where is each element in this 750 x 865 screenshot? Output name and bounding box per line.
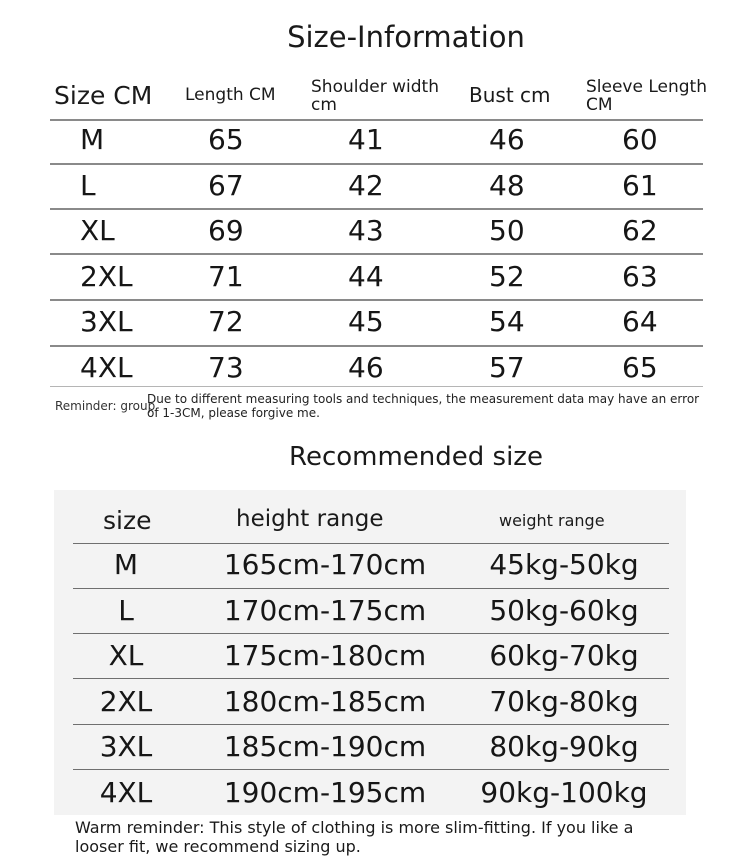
measurement-cell: 64	[622, 305, 658, 339]
rec-header-weight: weight range	[499, 511, 605, 530]
weight-range-cell: 45kg-50kg	[489, 548, 639, 581]
size-cell: L	[80, 168, 96, 202]
measurement-cell: 73	[208, 351, 244, 384]
size-cell: 2XL	[80, 259, 133, 293]
height-range-cell: 180cm-185cm	[223, 684, 427, 718]
height-range-cell: 175cm-180cm	[223, 639, 427, 672]
warm-reminder: Warm reminder: This style of clothing is more slim-fitting. If you like a looser fit, we recommend sizing up.	[75, 818, 634, 856]
reminder-label: Reminder: group	[55, 399, 156, 413]
measurement-cell: 60	[622, 123, 658, 156]
table-divider	[73, 543, 669, 544]
header-bust: Bust cm	[469, 83, 551, 107]
size-cell: 3XL	[80, 305, 133, 339]
rec-size-cell: 2XL	[99, 684, 153, 718]
table-divider	[50, 119, 703, 121]
measurement-cell: 54	[489, 305, 525, 339]
measurement-cell: 46	[489, 123, 525, 156]
size-cell: 4XL	[80, 351, 133, 384]
measurement-cell: 41	[348, 123, 384, 156]
weight-range-cell: 80kg-90kg	[489, 730, 639, 763]
table-divider	[73, 588, 669, 589]
rec-header-size: size	[103, 506, 152, 535]
measurement-cell: 42	[348, 168, 384, 202]
table-divider	[73, 724, 669, 725]
rec-size-cell: M	[113, 548, 139, 581]
table-divider	[50, 208, 703, 210]
measurement-cell: 62	[622, 214, 658, 248]
measurement-cell: 45	[348, 305, 384, 339]
measurement-cell: 52	[489, 259, 525, 293]
weight-range-cell: 70kg-80kg	[489, 684, 639, 718]
rec-size-cell: 4XL	[99, 775, 153, 809]
measurement-cell: 48	[489, 168, 525, 202]
header-shoulder-width: Shoulder width cm	[311, 77, 439, 115]
measurement-cell: 69	[208, 214, 244, 248]
height-range-cell: 185cm-190cm	[223, 730, 427, 763]
size-information-title: Size-Information	[287, 20, 525, 54]
table-divider	[73, 769, 669, 770]
header-size: Size CM	[54, 81, 153, 110]
measurement-cell: 65	[208, 123, 244, 156]
measurement-cell: 44	[348, 259, 384, 293]
header-sleeve-length: Sleeve Length CM	[586, 77, 707, 115]
height-range-cell: 170cm-175cm	[223, 593, 427, 627]
table-divider	[73, 678, 669, 679]
measurement-cell: 57	[489, 351, 525, 384]
measurement-cell: 50	[489, 214, 525, 248]
size-cell: M	[80, 123, 105, 156]
reminder-text: Due to different measuring tools and techniques, the measurement data may have an error of 1-3CM, please forgive me.	[147, 392, 700, 420]
measurement-cell: 61	[622, 168, 658, 202]
table-divider	[50, 253, 703, 255]
rec-size-cell: L	[118, 593, 134, 627]
rec-size-cell: XL	[108, 639, 144, 672]
measurement-cell: 46	[348, 351, 384, 384]
height-range-cell: 190cm-195cm	[223, 775, 427, 809]
measurement-cell: 72	[208, 305, 244, 339]
weight-range-cell: 50kg-60kg	[489, 593, 639, 627]
table-divider	[50, 299, 703, 301]
weight-range-cell: 60kg-70kg	[489, 639, 639, 672]
measurement-cell: 67	[208, 168, 244, 202]
rec-size-cell: 3XL	[99, 730, 153, 763]
table-divider	[50, 386, 703, 387]
rec-header-height: height range	[236, 506, 384, 532]
height-range-cell: 165cm-170cm	[223, 548, 427, 581]
table-divider	[73, 633, 669, 634]
measurement-cell: 71	[208, 259, 244, 293]
table-divider	[50, 345, 703, 347]
size-cell: XL	[80, 214, 115, 248]
measurement-cell: 63	[622, 259, 658, 293]
recommended-size-title: Recommended size	[289, 442, 543, 472]
header-length: Length CM	[185, 85, 276, 105]
measurement-cell: 43	[348, 214, 384, 248]
measurement-cell: 65	[622, 351, 658, 384]
table-divider	[50, 163, 703, 165]
weight-range-cell: 90kg-100kg	[480, 775, 648, 809]
